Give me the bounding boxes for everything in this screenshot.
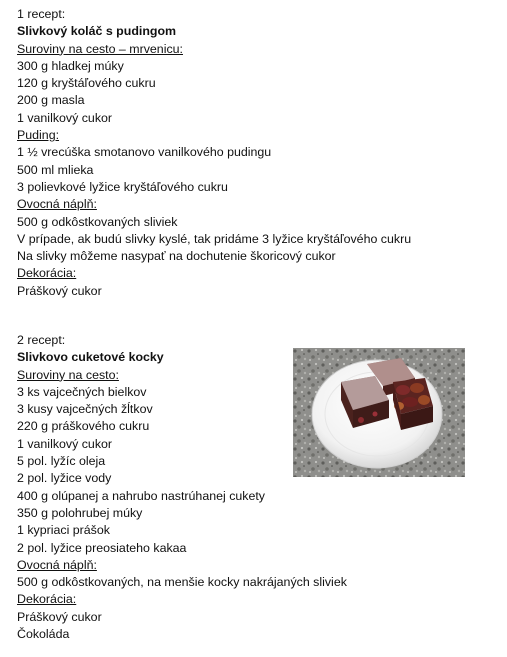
ingredient-item: 3 polievkové lyžice kryštáľového cukru bbox=[17, 179, 228, 194]
ingredient-item: 2 pol. lyžice vody bbox=[17, 471, 112, 486]
section-heading-filling: Ovocná náplň: bbox=[17, 197, 97, 212]
ingredient-item: Na slivky môžeme nasypať na dochutenie škoricový cukor bbox=[17, 249, 336, 264]
recipe-number-label: 1 recept: bbox=[17, 7, 66, 21]
ingredient-item: 300 g hladkej múky bbox=[17, 58, 124, 73]
ingredient-item: V prípade, ak budú slivky kyslé, tak pridáme 3 lyžice kryštáľového cukru bbox=[17, 231, 412, 246]
recipe-1 bbox=[17, 6, 487, 300]
ingredient-item: 200 g masla bbox=[17, 93, 85, 108]
recipe-title: Slivkový koláč s pudingom bbox=[17, 24, 177, 39]
ingredient-item: 3 kusy vajcečných žĺtkov bbox=[17, 402, 153, 417]
ingredient-item: 3 ks vajcečných bielkov bbox=[17, 384, 147, 399]
ingredient-item: 500 ml mlieka bbox=[17, 162, 94, 177]
recipe-title: Slivkovo cuketové kocky bbox=[17, 350, 164, 365]
section-heading-dough: Suroviny na cesto – mrvenicu: bbox=[17, 41, 183, 56]
ingredient-item: 5 pol. lyžíc oleja bbox=[17, 454, 106, 469]
ingredient-item: 120 g kryštáľového cukru bbox=[17, 76, 156, 91]
ingredient-item: 1 kypriaci prášok bbox=[17, 523, 110, 538]
ingredient-item: 500 g odkôstkovaných, na menšie kocky nakrájaných sliviek bbox=[17, 575, 347, 590]
section-heading-decoration: Dekorácia: bbox=[17, 266, 77, 281]
ingredient-item: 350 g polohrubej múky bbox=[17, 505, 143, 520]
ingredient-item: 500 g odkôstkovaných sliviek bbox=[17, 214, 178, 229]
ingredient-item: Práškový cukor bbox=[17, 283, 102, 298]
section-heading-filling: Ovocná náplň: bbox=[17, 557, 97, 572]
ingredient-item: 1 vanilkový cukor bbox=[17, 436, 113, 451]
ingredient-item: 1 ½ vrecúška smotanovo vanilkového pudingu bbox=[17, 145, 272, 160]
section-heading-pudding: Puding: bbox=[17, 128, 60, 143]
cake-photo bbox=[293, 348, 465, 477]
ingredient-item: 400 g olúpanej a nahrubo nastrúhanej cukety bbox=[17, 488, 266, 503]
ingredient-item: 220 g práškového cukru bbox=[17, 419, 150, 434]
ingredient-item: Čokoláda bbox=[17, 627, 70, 642]
section-heading-dough: Suroviny na cesto: bbox=[17, 367, 119, 382]
ingredient-item: 2 pol. lyžice preosiateho kakaa bbox=[17, 540, 187, 555]
ingredient-item: Práškový cukor bbox=[17, 609, 102, 624]
recipe-number-label: 2 recept: bbox=[17, 333, 66, 347]
ingredient-item: 1 vanilkový cukor bbox=[17, 110, 113, 125]
section-heading-decoration: Dekorácia: bbox=[17, 592, 77, 607]
